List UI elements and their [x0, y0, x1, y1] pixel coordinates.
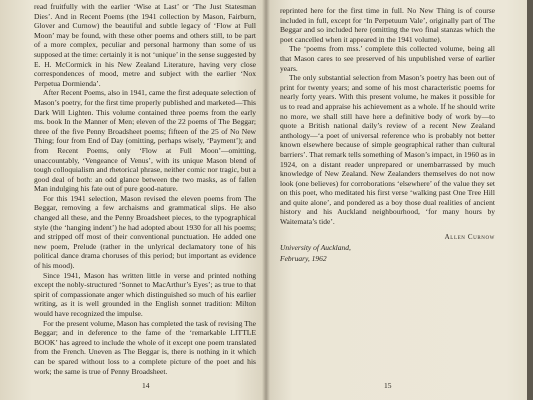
left-page-number: 14	[142, 381, 150, 390]
book-gutter	[262, 0, 270, 400]
right-paragraph-3: The only substantial selection from Mason’s poetry has been out of print for twenty years; and some of his most characteristic poems for nearly forty years. With this present volume, he makes it possible for us to read and appraise his achievement as a whole. If he should write no more, we shall still have here a definitive body of work by—to quote a British national daily’s review of a recent New Zealand anthology—‘a poet of universal reference who is probably not better known elsewhere because of simple geographical rather than cultural barriers’. That remark tells something of Mason’s impact, in 1960 as in 1924, on a distant reader unprepared or unembarrassed by much knowledge of New Zealand. New Zealanders themselves do not now look (one believes) for corroborations ‘elsewhere’ of the value they set on this poet, who meditated his first verse ‘walking past One Tree Hill and quite alone’, and pondered as a boy those dual realities of ancient history and his Auckland neighbourhood, ‘for many hours by Waitemata’s tide’.	[280, 73, 495, 227]
left-page	[0, 0, 266, 400]
author-signature: Allen Curnow	[444, 232, 495, 241]
right-paragraph-1: reprinted here for the first time in full. No New Thing is of course included in full, except for ‘In Perpetuum Vale’, originally part of The Beggar and so included here (omitting the two final stanzas which the poet cancelled when it appeared in the 1941 volume).	[280, 6, 495, 44]
left-paragraph-3: For this 1941 selection, Mason revised the eleven poems from The Beggar, removing a few archaisms and grammatical slips. He also changed all these, and the Penny Broadsheet pieces, to the typographical style (the ‘hanging indent’) he had adopted about 1930 for all his poems; and stripped off most of their conventional punctuation. He added one new poem, Prelude (rather in the unlyrical declamatory tone of his political dance drama choruses of this period; but important as evidence of his mood).	[34, 193, 256, 271]
background-edge	[527, 0, 533, 400]
left-paragraph-4: Since 1941, Mason has written little in verse and printed nothing except the nobly-structured ‘Sonnet to MacArthur’s Eyes’; as true to that spirit of compassionate anger which distinguished so much of his earlier writing, as it is well grounded in the English sonnet tradition: Milton would have recognized the impulse.	[34, 270, 256, 318]
signature-place: University of Auckland,	[280, 242, 351, 252]
left-paragraph-2: After Recent Poems, also in 1941, came the first adequate selection of Mason’s poetry, for the first time properly published and marketed—This Dark Will Lighten. This volume contained three poems from the early ms. book In the Manner of Men; eleven of the 22 poems of The Beggar; three of the five Penny Broadsheet poems; fifteen of the 25 of No New Thing; four from End of Day (omitting, perhaps wisely, ‘Payment’); and from Recent Poems, only ‘Flow at Full Moon’—omitting, unaccountably, ‘Vengeance of Venus’, with its unique Mason blend of tough colloquialism and rhetorical phrase, neither comic nor tragic, but a good deal of both: an odd glance between the two masks, as of fallen Man indulging his fate out of pure good-nature.	[34, 88, 256, 194]
right-page-number: 15	[384, 381, 392, 390]
signature-date: February, 1962	[280, 254, 327, 264]
right-paragraph-2: The ‘poems from mss.’ complete this collected volume, being all that Mason cares to see preserved of his unpublished verse of earlier years.	[280, 44, 495, 73]
right-page	[266, 0, 533, 400]
left-paragraph-5: For the present volume, Mason has completed the task of revising The Beggar; and in deference to the fame of the ‘remarkable LITTLE BOOK’ has agreed to include the whole of it except one poem translated from the French. Uneven as The Beggar is, there is nothing in it which can be spared without loss to a complete picture of the poet and his work; the same is true of Penny Broadsheet.	[34, 318, 256, 376]
left-paragraph-1: read fruitfully with the earlier ‘Wise at Last’ or ‘The Just Statesman Dies’. And in Recent Poems (the 1941 collection by Mason, Fairburn, Glover and Curnow) the beautiful and subtle legacy of ‘Flow at Full Moon’ may be found, with these other poems and others still, to be part of a more complex, peculiar and personal harmony than some of us supposed at the time: certainly it is not ‘unique’ in the sense suggested by E. H. McCormick in his New Zealand Literature, having very close correspondences of mood, metre and subject with the earlier ‘Nox Perpetua Dormienda’.	[34, 2, 256, 88]
